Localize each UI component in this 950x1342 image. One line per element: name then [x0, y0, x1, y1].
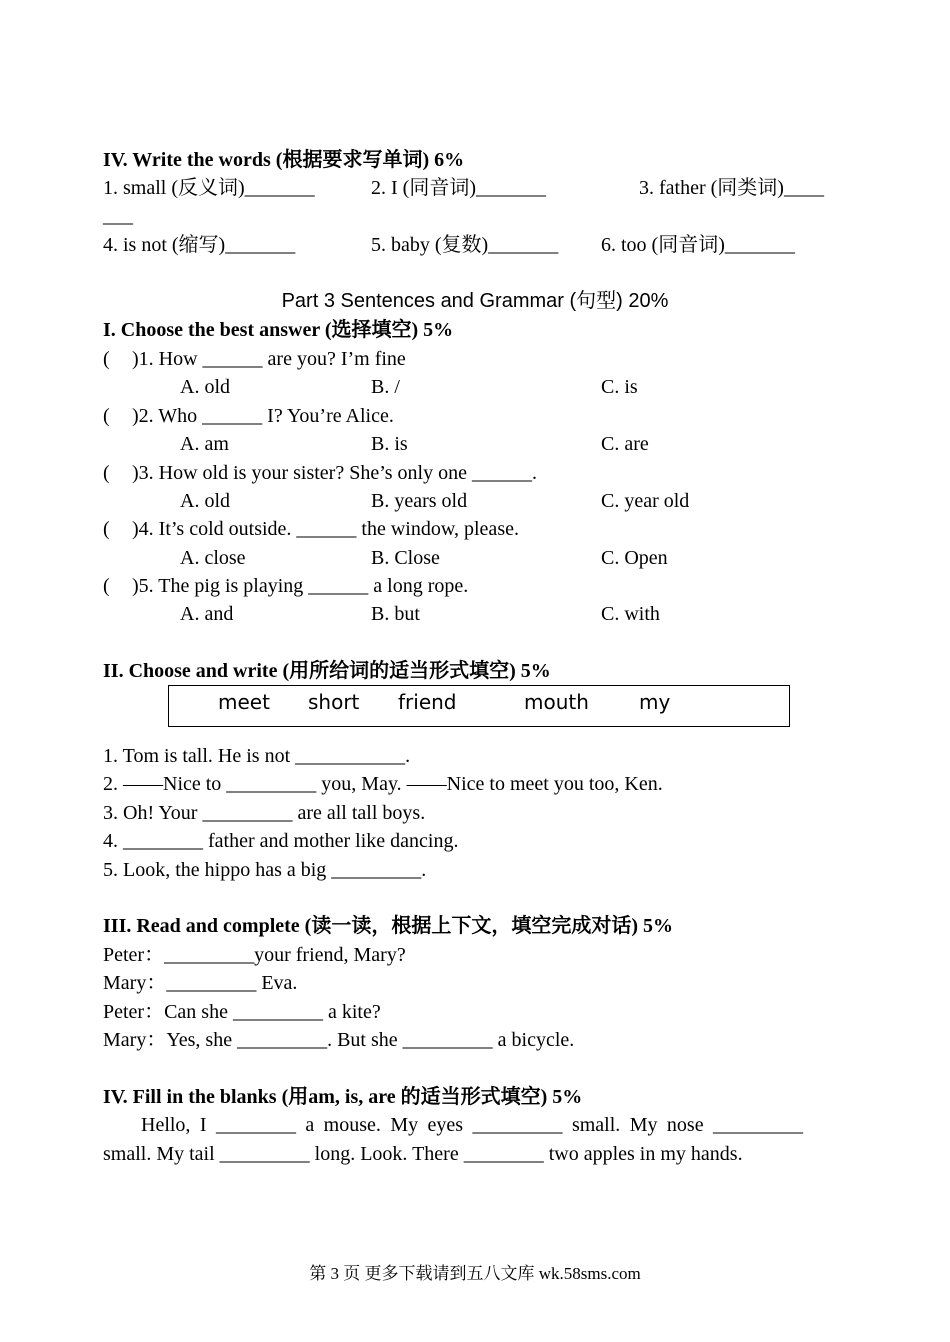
question-paren: (: [103, 575, 110, 597]
fill-paragraph: [103, 1111, 803, 1168]
word-bank-word: friend: [398, 690, 457, 714]
question-paren: (: [103, 405, 110, 427]
dialogue-line: Peter：Can she _________ a kite?: [103, 1001, 381, 1023]
word-item-continuation: ___: [103, 205, 133, 227]
option-b: B. /: [371, 376, 400, 398]
question-stem: )3. How old is your sister? She’s only one ______.: [132, 462, 537, 484]
fill-sentence: 3. Oh! Your _________ are all tall boys.: [103, 802, 426, 824]
option-b: B. is: [371, 433, 408, 455]
option-c: C. are: [601, 433, 649, 455]
fill-paragraph-text: Hello, I ________ a mouse. My eyes _________ small. My nose _________ small. My tail _________ long. Look. There ________ two apples in my hands.: [103, 1114, 803, 1165]
option-b: B. Close: [371, 547, 440, 569]
question-stem: )2. Who ______ I? You’re Alice.: [132, 405, 394, 427]
option-b: B. years old: [371, 490, 468, 512]
question-stem: )5. The pig is playing ______ a long rope.: [132, 575, 469, 597]
dialogue-line: Mary：Yes, she _________. But she _________ a bicycle.: [103, 1029, 575, 1051]
section-iv-fill-title: IV. Fill in the blanks (用am, is, are 的适当形式填空) 5%: [103, 1086, 583, 1108]
word-bank-word: meet: [218, 690, 270, 714]
word-item: 5. baby (复数)_______: [371, 234, 559, 256]
option-c: C. with: [601, 603, 660, 625]
fill-sentence: 5. Look, the hippo has a big _________.: [103, 859, 427, 881]
word-item: 3. father (同类词)____: [639, 177, 824, 199]
section-ii-title: II. Choose and write (用所给词的适当形式填空) 5%: [103, 660, 551, 682]
fill-sentence: 1. Tom is tall. He is not ___________.: [103, 745, 411, 767]
word-item: 6. too (同音词)_______: [601, 234, 795, 256]
option-c: C. year old: [601, 490, 690, 512]
option-a: A. old: [180, 376, 230, 398]
dialogue-line: Peter：_________your friend, Mary?: [103, 944, 406, 966]
question-paren: (: [103, 348, 110, 370]
section-iv-words-title: IV. Write the words (根据要求写单词) 6%: [103, 149, 465, 171]
question-paren: (: [103, 518, 110, 540]
word-item: 2. I (同音词)_______: [371, 177, 546, 199]
option-a: A. and: [180, 603, 234, 625]
option-a: A. old: [180, 490, 230, 512]
question-paren: (: [103, 462, 110, 484]
section-i-title: I. Choose the best answer (选择填空) 5%: [103, 319, 454, 341]
page-footer: 第 3 页 更多下载请到五八文库 wk.58sms.com: [309, 1264, 641, 1283]
fill-sentence: 2. ——Nice to _________ you, May. ——Nice to meet you too, Ken.: [103, 773, 663, 795]
word-bank-word: my: [639, 690, 671, 714]
question-stem: )1. How ______ are you? I’m fine: [132, 348, 406, 370]
word-bank-word: mouth: [524, 690, 589, 714]
word-item: 1. small (反义词)_______: [103, 177, 315, 199]
option-b: B. but: [371, 603, 420, 625]
word-item: 4. is not (缩写)_______: [103, 234, 296, 256]
option-c: C. Open: [601, 547, 668, 569]
word-bank-word: short: [308, 690, 360, 714]
section-iii-title: III. Read and complete (读一读，根据上下文，填空完成对话) 5%: [103, 915, 673, 937]
word-bank-box: [168, 685, 790, 727]
dialogue-line: Mary：_________ Eva.: [103, 972, 298, 994]
option-a: A. close: [180, 547, 246, 569]
fill-sentence: 4. ________ father and mother like dancing.: [103, 830, 459, 852]
part3-title: Part 3 Sentences and Grammar (句型) 20%: [281, 290, 669, 312]
question-stem: )4. It’s cold outside. ______ the window, please.: [132, 518, 519, 540]
option-c: C. is: [601, 376, 638, 398]
option-a: A. am: [180, 433, 229, 455]
